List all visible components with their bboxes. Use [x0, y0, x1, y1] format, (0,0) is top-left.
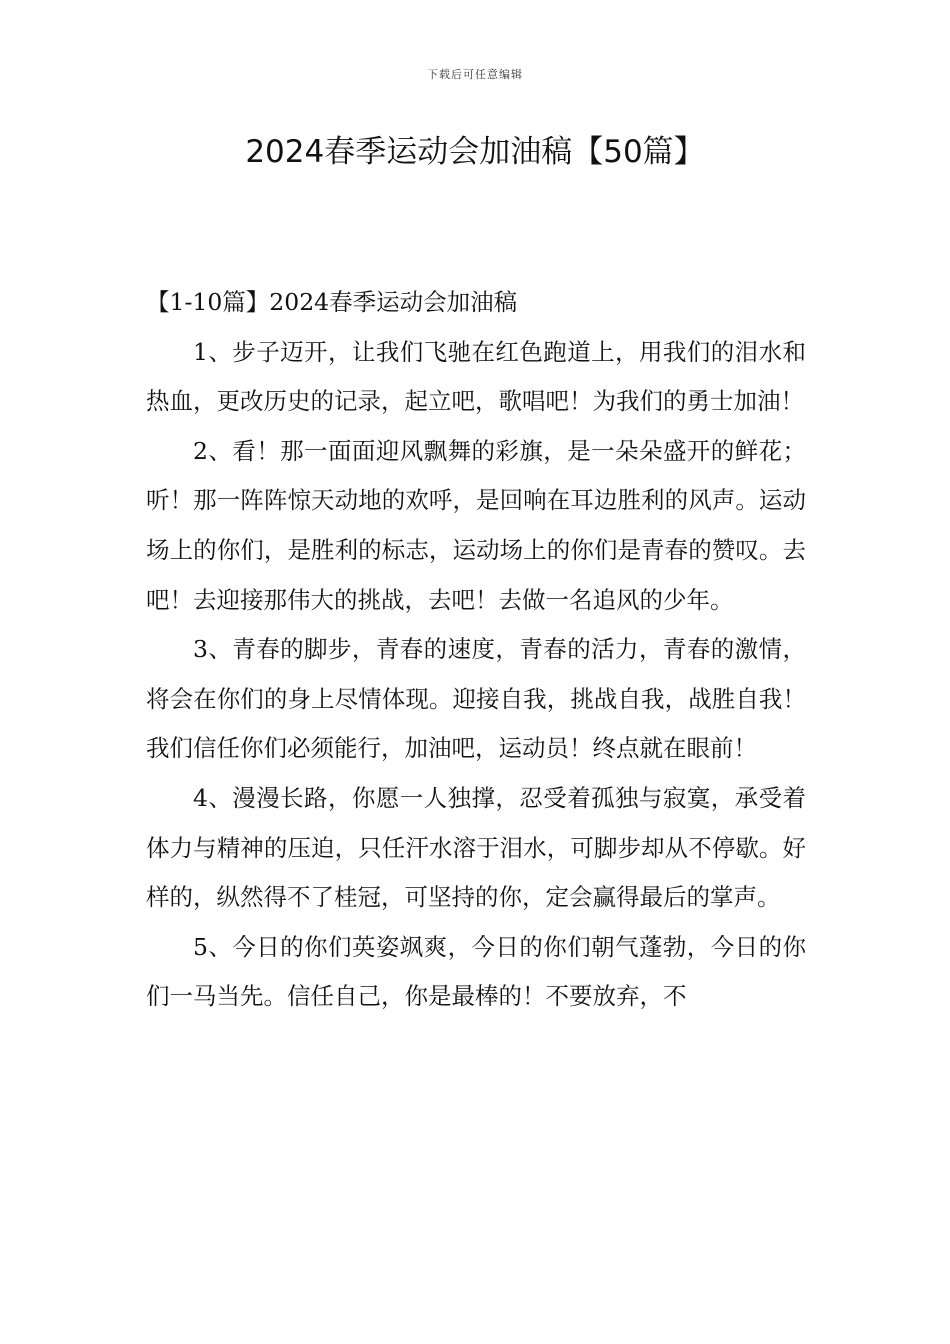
- paragraph-1: 1、步子迈开，让我们飞驰在红色跑道上，用我们的泪水和热血，更改历史的记录，起立吧，歌唱吧！为我们的勇士加油！: [146, 337, 806, 416]
- document-body: [146, 278, 806, 1022]
- paragraph-2: 2、看！那一面面迎风飘舞的彩旗，是一朵朵盛开的鲜花；听！那一阵阵惊天动地的欢呼，是回响在耳边胜利的风声。运动场上的你们，是胜利的标志，运动场上的你们是青春的赞叹。去吧！去迎接那伟大的挑战，去吧！去做一名追风的少年。: [146, 436, 806, 614]
- header-note: 下载后可任意编辑: [427, 68, 523, 81]
- section-heading: 【1-10篇】2024春季运动会加油稿: [146, 288, 518, 316]
- paragraph-3: 3、青春的脚步，青春的速度，青春的活力，青春的激情，将会在你们的身上尽情体现。迎接自我，挑战自我，战胜自我！我们信任你们必须能行，加油吧，运动员！终点就在眼前！: [146, 635, 806, 763]
- document-title: 2024春季运动会加油稿【50篇】: [245, 134, 705, 170]
- paragraph-4: 4、漫漫长路，你愿一人独撑，忍受着孤独与寂寞，承受着体力与精神的压迫，只任汗水溶于泪水，可脚步却从不停歇。好样的，纵然得不了桂冠，可坚持的你，定会赢得最后的掌声。: [146, 783, 806, 912]
- paragraph-5: 5、今日的你们英姿飒爽，今日的你们朝气蓬勃，今日的你们一马当先。信任自己，你是最棒的！不要放弃，不: [146, 932, 806, 1011]
